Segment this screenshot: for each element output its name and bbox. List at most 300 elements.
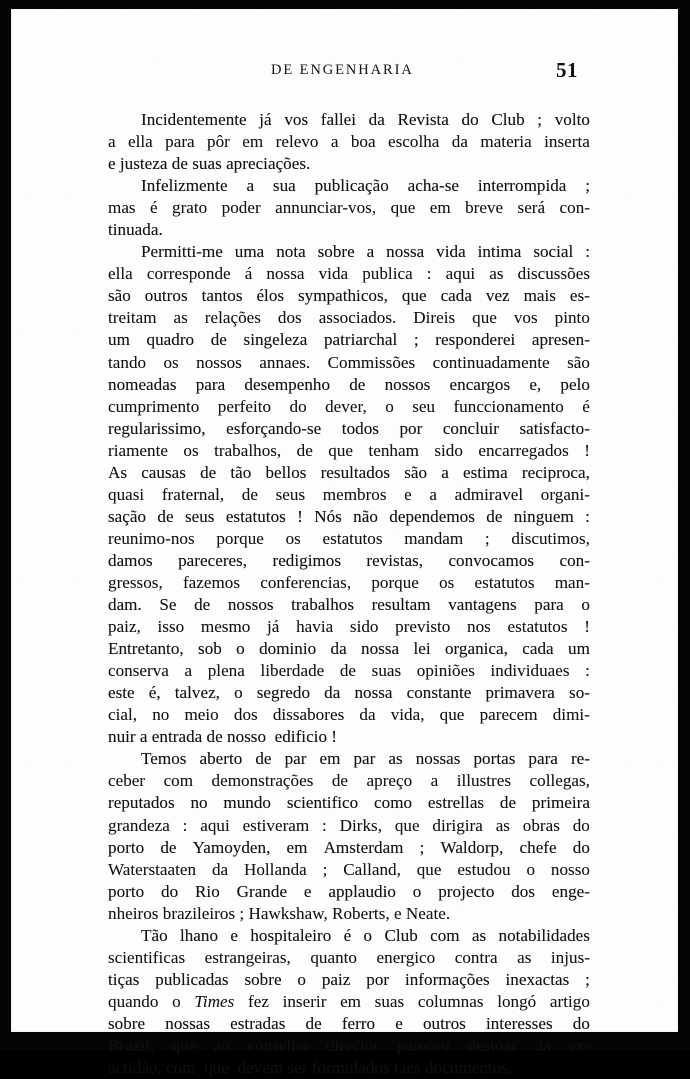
- text-line: [108, 329, 590, 351]
- running-head: [108, 58, 578, 86]
- word: ;: [585, 969, 590, 989]
- word: funccionamento: [453, 396, 564, 416]
- word: os: [439, 572, 455, 592]
- word: previsto: [395, 617, 451, 637]
- word: ex-: [568, 1035, 590, 1055]
- word: conferencias,: [260, 572, 352, 592]
- word: para: [165, 132, 195, 152]
- word: que: [328, 440, 354, 460]
- word: de: [339, 661, 357, 681]
- word: as: [489, 264, 504, 284]
- word: corresponde: [146, 264, 231, 284]
- word: para: [528, 749, 558, 769]
- word: reputados: [108, 793, 175, 813]
- word: encarregados: [478, 440, 569, 460]
- word: so-: [569, 683, 590, 703]
- word: sob: [198, 639, 222, 659]
- word: estiveram: [242, 815, 310, 835]
- word: que: [472, 308, 497, 328]
- word: encargos: [449, 374, 511, 394]
- word: como: [374, 793, 413, 813]
- word: pôr: [207, 132, 230, 152]
- word: annunciar-vos,: [275, 198, 377, 218]
- word: nosso: [550, 859, 590, 879]
- line-text: nuir a entrada de nosso edificio !: [108, 727, 338, 747]
- word: responderei: [435, 330, 516, 350]
- word: por: [399, 418, 423, 438]
- word: estudou: [457, 859, 511, 879]
- word: applaudio: [328, 881, 396, 901]
- word: revistas,: [366, 550, 424, 570]
- word: sua: [272, 176, 296, 196]
- word: cial,: [108, 705, 138, 725]
- word: !: [297, 506, 303, 526]
- word: Infelizmente: [141, 176, 228, 196]
- word: e: [303, 881, 312, 901]
- word: vantagens: [448, 595, 517, 615]
- word: que: [171, 1035, 197, 1055]
- word: mais: [523, 286, 556, 306]
- word: estatutos: [225, 506, 286, 526]
- word: :: [322, 815, 327, 835]
- word: ;: [413, 330, 419, 350]
- word: que: [401, 286, 427, 306]
- word: regularissimo,: [108, 418, 206, 438]
- word: obras: [522, 815, 560, 835]
- word: outros: [144, 286, 188, 306]
- word: quadro: [146, 330, 195, 350]
- word: grandeza: [108, 815, 170, 835]
- word: publicação: [314, 176, 389, 196]
- word: já: [259, 110, 272, 129]
- word: mas: [108, 198, 136, 218]
- word: :: [585, 661, 590, 681]
- line-text: e justeza de suas apreciações.: [108, 154, 311, 174]
- word: injus-: [550, 947, 590, 967]
- word: con-: [559, 550, 590, 570]
- word: concluir: [442, 418, 499, 438]
- word: de: [296, 440, 313, 460]
- word: de: [210, 330, 227, 350]
- italic-word: Times: [194, 991, 235, 1011]
- word: :: [585, 506, 590, 526]
- word: !: [584, 440, 590, 460]
- word: nota: [276, 242, 306, 262]
- word: sido: [349, 617, 379, 637]
- word: :: [182, 815, 188, 835]
- text-line: [108, 241, 590, 263]
- word: o: [172, 991, 181, 1011]
- word: e: [230, 925, 238, 945]
- word: Amsterdam: [323, 837, 404, 857]
- word: fazemos: [182, 572, 241, 592]
- word: sobre: [317, 242, 355, 262]
- word: nossos: [196, 352, 242, 372]
- word: contra: [454, 947, 498, 967]
- text-line: [108, 925, 590, 947]
- text-line: [108, 1013, 590, 1035]
- text-line: [108, 550, 590, 572]
- word: ella: [128, 132, 153, 152]
- word: aberto: [199, 749, 243, 769]
- word: inexactas: [505, 969, 570, 989]
- word: satisfacto-: [519, 418, 590, 438]
- word: de: [160, 837, 177, 857]
- word: treitam: [108, 308, 157, 328]
- word: do: [572, 1013, 590, 1033]
- word: convocamos: [448, 550, 535, 570]
- word: organica,: [444, 639, 508, 659]
- word: resultados: [320, 462, 391, 482]
- word: dos: [511, 881, 536, 901]
- word: continuadamente: [432, 352, 550, 372]
- text-line: [108, 837, 590, 859]
- word: tão: [230, 462, 252, 482]
- word: um: [108, 330, 130, 350]
- text-line: [108, 307, 590, 329]
- word: desempenho: [244, 374, 331, 394]
- word: nossa: [361, 639, 400, 659]
- word: director: [325, 1035, 380, 1055]
- word: longó: [497, 991, 537, 1011]
- word: destoar: [467, 1035, 517, 1055]
- text-line: [108, 440, 590, 462]
- word: um: [568, 639, 590, 659]
- word: estatutos: [322, 528, 383, 548]
- word: nossas: [415, 749, 461, 769]
- word: a: [430, 771, 439, 791]
- word: parecem: [479, 705, 538, 725]
- word: a: [330, 132, 339, 152]
- word: constante: [406, 683, 472, 703]
- word: discutimos,: [511, 528, 590, 548]
- word: pinto: [554, 308, 590, 328]
- word: ;: [419, 837, 425, 857]
- text-line: [108, 506, 590, 528]
- text-line: [108, 660, 590, 682]
- word: suas: [371, 661, 402, 681]
- word: breve: [465, 198, 504, 218]
- word: no: [152, 705, 170, 725]
- word: em: [319, 749, 341, 769]
- word: da: [359, 705, 376, 725]
- word: da: [368, 110, 385, 129]
- word: As: [108, 462, 128, 482]
- word: em: [286, 837, 308, 857]
- word: Waldorp,: [440, 837, 504, 857]
- word: este: [108, 683, 135, 703]
- word: riamente: [108, 440, 168, 460]
- word: Se: [159, 595, 177, 615]
- word: grato: [172, 198, 208, 218]
- word: de: [305, 1013, 322, 1033]
- text-line: [108, 748, 590, 770]
- word: patriarchal: [323, 330, 398, 350]
- word: seus: [184, 506, 215, 526]
- word: dissabores: [272, 705, 345, 725]
- word: para: [534, 595, 564, 615]
- word: :: [585, 242, 590, 262]
- word: nossa: [266, 264, 305, 284]
- word: ;: [585, 176, 590, 196]
- word: dimi-: [552, 705, 590, 725]
- word: suas: [374, 991, 405, 1011]
- word: porto: [108, 837, 145, 857]
- word: estradas: [230, 1013, 286, 1033]
- word: gressos,: [108, 572, 163, 592]
- word: trabalhos,: [214, 440, 282, 460]
- word: pelo: [560, 374, 590, 394]
- word: interesses: [485, 1013, 553, 1033]
- word: primeira: [531, 793, 590, 813]
- word: é,: [148, 683, 161, 703]
- word: man-: [554, 572, 590, 592]
- word: chefe: [519, 837, 557, 857]
- word: sido: [434, 440, 463, 460]
- text-line: [108, 682, 590, 704]
- word: talvez,: [174, 683, 220, 703]
- word: perfeito: [217, 396, 272, 416]
- text-line: [108, 770, 590, 792]
- word: Temos: [141, 749, 187, 769]
- word: que: [439, 705, 465, 725]
- word: conserva: [108, 661, 169, 681]
- word: o: [236, 639, 245, 659]
- word: cada: [522, 639, 554, 659]
- word: publica: [362, 264, 413, 284]
- word: dominio: [259, 639, 317, 659]
- text-line: [108, 462, 590, 484]
- word: a: [184, 661, 193, 681]
- text-line: [108, 594, 590, 616]
- word: par: [353, 749, 376, 769]
- word: projecto: [438, 881, 495, 901]
- word: lhano: [179, 925, 219, 945]
- word: vos: [513, 308, 538, 328]
- word: nossa: [386, 242, 425, 262]
- word: segredo: [256, 683, 311, 703]
- word: ;: [537, 110, 543, 129]
- word: é: [150, 198, 158, 218]
- word: publicadas: [155, 969, 229, 989]
- word: em: [429, 198, 451, 218]
- word: o: [363, 925, 373, 945]
- word: de: [241, 484, 258, 504]
- word: paiz,: [108, 617, 141, 637]
- word: Brazil,: [108, 1035, 155, 1055]
- word: plena: [207, 661, 245, 681]
- word: ninguem: [513, 506, 574, 526]
- word: dam.: [108, 595, 142, 615]
- word: porto: [108, 881, 145, 901]
- word: de: [200, 462, 217, 482]
- word: de: [349, 374, 366, 394]
- text-line: [108, 374, 590, 396]
- text-line: [108, 638, 590, 660]
- word: sação: [108, 506, 147, 526]
- word: dependemos: [389, 506, 475, 526]
- word: Incidentemente: [141, 110, 247, 129]
- word: Rio: [195, 881, 220, 901]
- word: no: [190, 793, 208, 813]
- word: são: [567, 352, 590, 372]
- word: da: [451, 132, 468, 152]
- word: e: [395, 1013, 403, 1033]
- word: interrompida: [477, 176, 567, 196]
- word: a: [108, 132, 116, 152]
- paragraph: [108, 748, 590, 924]
- word: quasi: [108, 484, 145, 504]
- word: as: [471, 925, 487, 945]
- word: annaes.: [259, 352, 311, 372]
- word: do: [289, 396, 307, 416]
- word: já: [267, 617, 280, 637]
- word: as: [173, 308, 188, 328]
- word: !: [584, 617, 590, 637]
- word: o: [234, 683, 243, 703]
- word: vos: [284, 110, 309, 129]
- text-line: [108, 969, 590, 991]
- word: fallei: [320, 110, 356, 129]
- word: uma: [234, 242, 265, 262]
- word: estatutos: [507, 617, 568, 637]
- word: lei: [413, 639, 431, 659]
- text-line: [108, 131, 590, 153]
- word: que: [394, 815, 420, 835]
- word: individuaes: [490, 661, 570, 681]
- line-text: tinuada.: [108, 220, 163, 240]
- word: nossos: [227, 595, 274, 615]
- word: os: [183, 440, 199, 460]
- word: os: [285, 528, 301, 548]
- word: inserir: [282, 991, 327, 1011]
- word: da: [324, 683, 341, 703]
- word: é: [343, 925, 352, 945]
- word: singeleza: [243, 330, 308, 350]
- word: dos: [233, 705, 258, 725]
- word: quanto: [310, 947, 357, 967]
- word: com: [163, 771, 194, 791]
- word: ;: [322, 859, 328, 879]
- word: porque: [371, 572, 419, 592]
- word: é: [582, 396, 590, 416]
- body-text: [108, 109, 590, 1079]
- word: da: [534, 1035, 551, 1055]
- word: nossas: [165, 1013, 211, 1033]
- text-line: [108, 815, 590, 837]
- word: Waterstaaten: [108, 859, 197, 879]
- word: são: [108, 286, 131, 306]
- text-line: [108, 396, 590, 418]
- word: Yamoyden,: [192, 837, 271, 857]
- text-line: [108, 1035, 590, 1057]
- word: aqui: [445, 264, 476, 284]
- word: Revista: [397, 110, 449, 129]
- word: materia: [480, 132, 532, 152]
- word: inserta: [544, 132, 590, 152]
- word: meio: [184, 705, 219, 725]
- word: liberdade: [260, 661, 325, 681]
- word: do: [161, 881, 179, 901]
- word: relações: [204, 308, 261, 328]
- text-line: [108, 352, 590, 374]
- text-line: [108, 418, 590, 440]
- word: o: [581, 595, 590, 615]
- word: opiniões: [416, 661, 475, 681]
- word: com: [430, 925, 460, 945]
- text-line: [108, 792, 590, 814]
- text-line: [108, 947, 590, 969]
- word: seus: [275, 484, 306, 504]
- word: par: [284, 749, 307, 769]
- word: organi-: [540, 484, 590, 504]
- word: Hollanda: [243, 859, 307, 879]
- text-line: [108, 726, 590, 748]
- word: demonstrações: [211, 771, 314, 791]
- word: Permitti-me: [141, 242, 223, 262]
- word: os: [163, 352, 179, 372]
- word: relevo: [275, 132, 319, 152]
- word: scientificas: [108, 947, 186, 967]
- word: Club: [491, 110, 525, 129]
- word: paiz: [321, 969, 351, 989]
- word: do: [461, 110, 479, 129]
- word: collegas,: [529, 771, 590, 791]
- word: dirigira: [432, 815, 483, 835]
- word: damos: [108, 550, 153, 570]
- word: são: [404, 462, 428, 482]
- word: a: [246, 176, 255, 196]
- line-text: nheiros brazileiros ; Hawkshaw, Roberts, e Neate.: [108, 903, 451, 923]
- text-line: [108, 616, 590, 638]
- word: de: [499, 793, 517, 813]
- text-line: [108, 109, 590, 131]
- word: do: [572, 837, 590, 857]
- text-line: [108, 484, 590, 506]
- word: Grande: [236, 881, 288, 901]
- word: e,: [529, 374, 542, 394]
- word: sobre: [244, 969, 282, 989]
- paragraph: [108, 109, 590, 175]
- word: apresen-: [531, 330, 590, 350]
- word: tando: [108, 352, 147, 372]
- word: as: [517, 947, 532, 967]
- page-number: 51: [556, 58, 578, 82]
- word: de: [194, 595, 211, 615]
- word: seu: [412, 396, 436, 416]
- word: fraternal,: [161, 484, 225, 504]
- word: quando: [108, 991, 159, 1011]
- word: do: [572, 815, 590, 835]
- text-line: [108, 263, 590, 285]
- word: mesmo: [200, 617, 251, 637]
- word: a: [366, 242, 375, 262]
- running-head-title: DE ENGENHARIA: [271, 62, 414, 78]
- word: esforçando-se: [226, 418, 322, 438]
- word: Entretanto,: [108, 639, 184, 659]
- word: havia: [296, 617, 334, 637]
- word: mundo: [223, 793, 271, 813]
- word: sympathicos,: [297, 286, 388, 306]
- word: illustres: [456, 771, 512, 791]
- word: á: [244, 264, 253, 284]
- word: de: [331, 771, 349, 791]
- word: admiravel: [454, 484, 524, 504]
- word: apreço: [366, 771, 413, 791]
- page-sheet: [11, 9, 678, 1078]
- word: enge-: [551, 881, 590, 901]
- word: que: [416, 859, 442, 879]
